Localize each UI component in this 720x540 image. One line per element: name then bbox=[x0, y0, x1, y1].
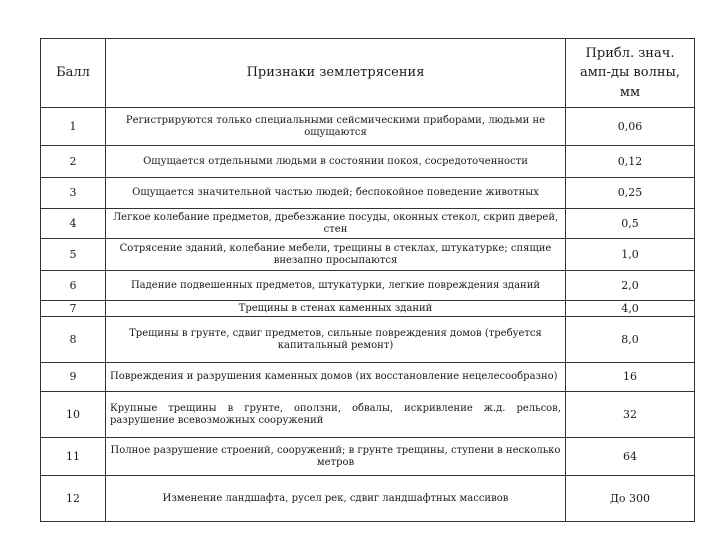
score-cell: 5 bbox=[41, 239, 106, 271]
table-row bbox=[41, 178, 695, 209]
score-cell: 12 bbox=[41, 476, 106, 522]
table-header-row bbox=[41, 39, 695, 108]
score-cell: 6 bbox=[41, 271, 106, 301]
signs-cell: Повреждения и разрушения каменных домов (их восстановление нецелесообразно) bbox=[106, 363, 566, 392]
earthquake-scale-table bbox=[40, 38, 695, 522]
signs-cell: Полное разрушение строений, сооружений; в грунте трещины, ступени в несколько метров bbox=[106, 438, 566, 476]
amplitude-cell: 64 bbox=[566, 438, 695, 476]
score-cell: 11 bbox=[41, 438, 106, 476]
header-score: Балл bbox=[41, 39, 106, 108]
table-row bbox=[41, 209, 695, 239]
score-cell: 7 bbox=[41, 301, 106, 317]
table-row bbox=[41, 146, 695, 178]
score-cell: 1 bbox=[41, 108, 106, 146]
table-row bbox=[41, 271, 695, 301]
amplitude-cell: 0,5 bbox=[566, 209, 695, 239]
amplitude-cell: 8,0 bbox=[566, 317, 695, 363]
signs-cell: Ощущается отдельными людьми в состоянии покоя, сосредоточенности bbox=[106, 146, 566, 178]
signs-cell: Сотрясение зданий, колебание мебели, трещины в стеклах, штукатурке; спящие внезапно просыпаются bbox=[106, 239, 566, 271]
signs-cell: Легкое колебание предметов, дребезжание посуды, оконных стекол, скрип дверей, стен bbox=[106, 209, 566, 239]
score-cell: 4 bbox=[41, 209, 106, 239]
amplitude-cell: 4,0 bbox=[566, 301, 695, 317]
amplitude-cell: 0,06 bbox=[566, 108, 695, 146]
score-cell: 9 bbox=[41, 363, 106, 392]
table-row bbox=[41, 392, 695, 438]
header-amplitude-line3: мм bbox=[619, 84, 641, 100]
signs-cell: Регистрируются только специальными сейсмическими приборами, людьми не ощущаются bbox=[106, 108, 566, 146]
table-row bbox=[41, 438, 695, 476]
amplitude-cell: 2,0 bbox=[566, 271, 695, 301]
table-row bbox=[41, 301, 695, 317]
amplitude-cell: До 300 bbox=[566, 476, 695, 522]
signs-cell: Крупные трещины в грунте, оползни, обвалы, искривление ж.д. рельсов, разрушение всевозможных сооружений bbox=[106, 392, 566, 438]
table-row bbox=[41, 317, 695, 363]
signs-cell: Ощущается значительной частью людей; беспокойное поведение животных bbox=[106, 178, 566, 209]
table-row bbox=[41, 363, 695, 392]
amplitude-cell: 0,25 bbox=[566, 178, 695, 209]
signs-cell: Трещины в грунте, сдвиг предметов, сильные повреждения домов (требуется капитальный ремонт) bbox=[106, 317, 566, 363]
signs-cell: Трещины в стенах каменных зданий bbox=[106, 301, 566, 317]
header-amplitude-line1: Прибл. знач. bbox=[585, 45, 675, 61]
header-amplitude-line2: амп-ды волны, bbox=[580, 65, 680, 81]
amplitude-cell: 16 bbox=[566, 363, 695, 392]
signs-cell: Изменение ландшафта, русел рек, сдвиг ландшафтных массивов bbox=[106, 476, 566, 522]
score-cell: 10 bbox=[41, 392, 106, 438]
header-amplitude bbox=[566, 39, 695, 108]
amplitude-cell: 32 bbox=[566, 392, 695, 438]
signs-cell: Падение подвешенных предметов, штукатурки, легкие повреждения зданий bbox=[106, 271, 566, 301]
score-cell: 8 bbox=[41, 317, 106, 363]
table-row bbox=[41, 239, 695, 271]
score-cell: 3 bbox=[41, 178, 106, 209]
amplitude-cell: 0,12 bbox=[566, 146, 695, 178]
score-cell: 2 bbox=[41, 146, 106, 178]
header-signs: Признаки землетрясения bbox=[106, 39, 566, 108]
amplitude-cell: 1,0 bbox=[566, 239, 695, 271]
table-row bbox=[41, 108, 695, 146]
table-row bbox=[41, 476, 695, 522]
